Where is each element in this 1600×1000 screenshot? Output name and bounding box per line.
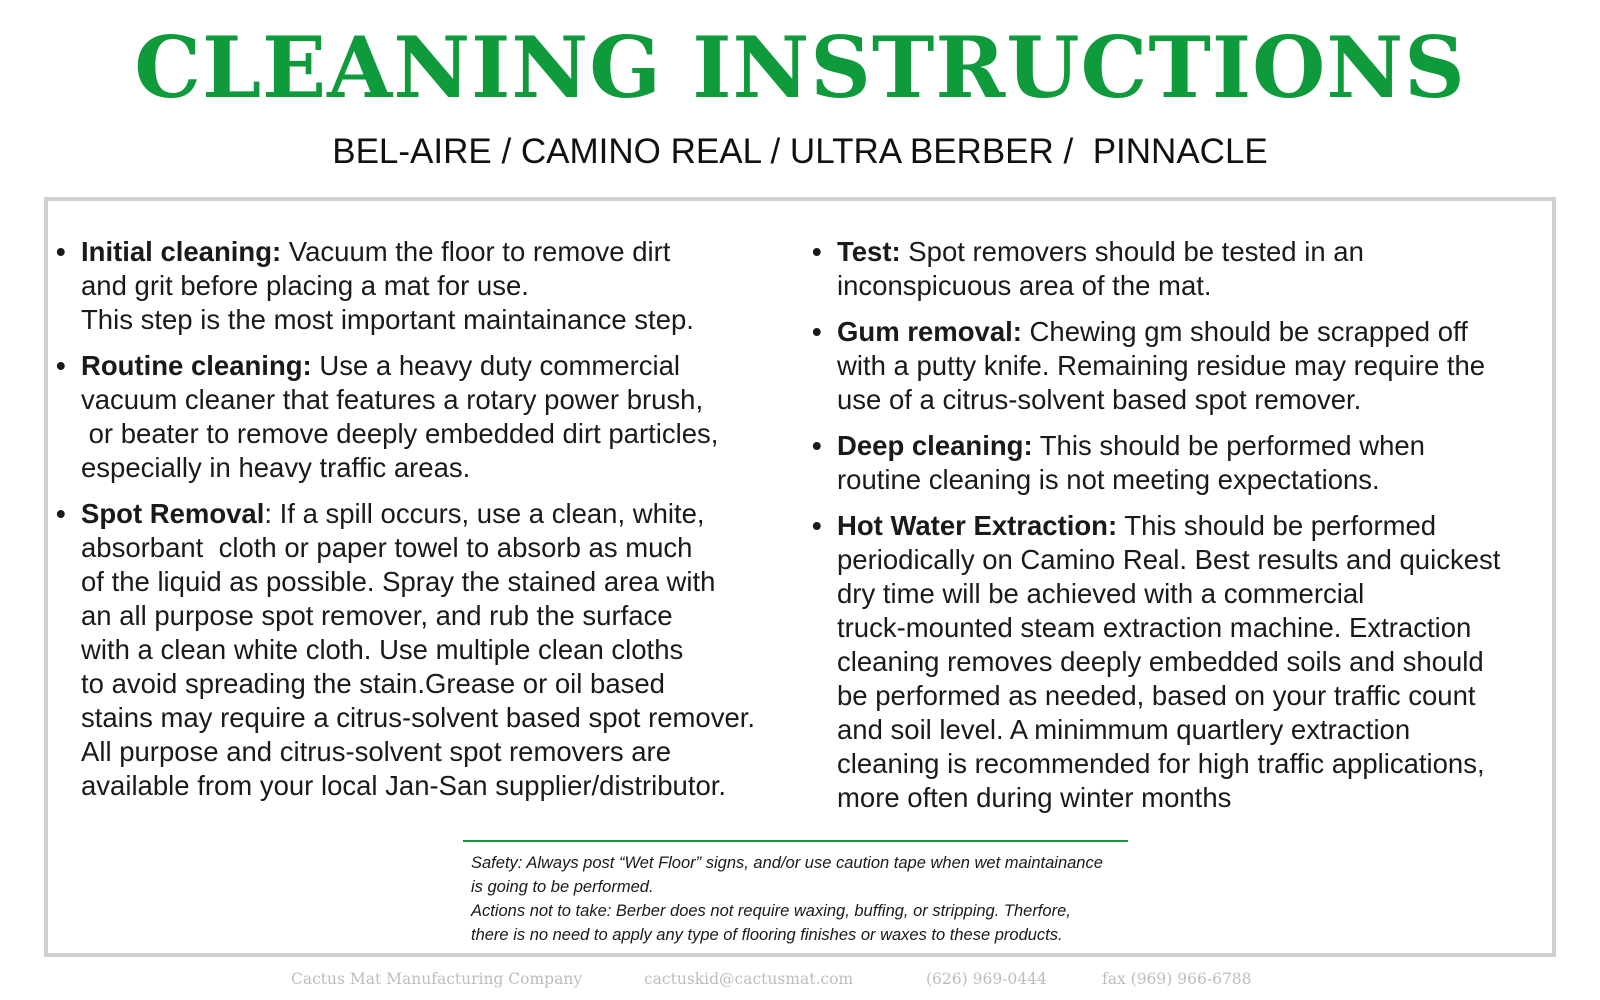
bullet-icon: •: [812, 430, 822, 461]
instruction-text: This step is the most important maintainance step.: [81, 304, 694, 335]
instruction-first-line: [837, 315, 1552, 349]
instruction-first-line: [837, 509, 1552, 543]
instruction-text: to avoid spreading the stain.Grease or oil based: [81, 668, 665, 699]
instruction-first-line: [81, 235, 806, 269]
instruction-text: more often during winter months: [837, 782, 1232, 813]
instruction-text: Vacuum the floor to remove dirt: [281, 236, 671, 267]
instruction-text: of the liquid as possible. Spray the stained area with: [81, 566, 716, 597]
note-line: there is no need to apply any type of flooring finishes or waxes to these products.: [471, 926, 1063, 944]
instruction-text: be performed as needed, based on your traffic count: [837, 680, 1476, 711]
instruction-text: This should be performed: [1117, 510, 1437, 541]
instruction-text: routine cleaning is not meeting expectations.: [837, 464, 1380, 495]
instruction-title: Hot Water Extraction:: [837, 510, 1118, 541]
instruction-text: with a clean white cloth. Use multiple clean cloths: [81, 634, 684, 665]
note-line: is going to be performed.: [471, 878, 654, 896]
instruction-text: : If a spill occurs, use a clean, white,: [264, 498, 705, 529]
footer-email: cactuskid@cactusmat.com: [644, 970, 854, 988]
left-instructions-column: [56, 235, 806, 815]
instruction-first-line: [81, 497, 806, 531]
instruction-item: [56, 497, 806, 803]
product-list-subtitle: BEL-AIRE / CAMINO REAL / ULTRA BERBER / PINNACLE: [332, 132, 1268, 171]
instruction-text: and grit before placing a mat for use.: [81, 270, 529, 301]
instruction-text: vacuum cleaner that features a rotary power brush,: [81, 384, 704, 415]
instruction-title: Initial cleaning:: [81, 236, 282, 267]
instruction-text: Spot removers should be tested in an: [900, 236, 1364, 267]
instruction-first-line: [837, 235, 1552, 269]
contact-footer: [0, 970, 1600, 996]
instruction-title: Spot Removal: [81, 498, 265, 529]
note-line: Safety: Always post “Wet Floor” signs, and/or use caution tape when wet maintainance: [471, 854, 1103, 872]
right-instructions-column: [812, 235, 1552, 827]
instruction-text: stains may require a citrus-solvent based spot remover.: [81, 702, 756, 733]
instruction-text: available from your local Jan-San supplier/distributor.: [81, 770, 727, 801]
instruction-text: and soil level. A minimmum quartlery extraction: [837, 714, 1411, 745]
page-title: CLEANING INSTRUCTIONS: [134, 18, 1466, 117]
instruction-item: [812, 235, 1552, 303]
instruction-text: Use a heavy duty commercial: [311, 350, 681, 381]
instruction-item: [56, 349, 806, 485]
instruction-text: inconspicuous area of the mat.: [837, 270, 1212, 301]
instruction-text: periodically on Camino Real. Best results and quickest: [837, 544, 1501, 575]
instruction-title: Test:: [837, 236, 901, 267]
bullet-icon: •: [812, 316, 822, 347]
footer-company-name: Cactus Mat Manufacturing Company: [291, 970, 583, 988]
notes-divider: [463, 840, 1128, 842]
instruction-title: Deep cleaning:: [837, 430, 1033, 461]
footer-phone: (626) 969-0444: [926, 970, 1047, 988]
instruction-text: truck-mounted steam extraction machine. Extraction: [837, 612, 1472, 643]
instruction-text: cleaning is recommended for high traffic applications,: [837, 748, 1485, 779]
footer-fax: fax (969) 966-6788: [1102, 970, 1252, 988]
instruction-text: absorbant cloth or paper towel to absorb as much: [81, 532, 693, 563]
bullet-icon: •: [56, 236, 66, 267]
instruction-text: This should be performed when: [1032, 430, 1425, 461]
note-line: Actions not to take: Berber does not require waxing, buffing, or stripping. Therfore,: [471, 902, 1071, 920]
instruction-text: with a putty knife. Remaining residue may require the: [837, 350, 1486, 381]
instruction-first-line: [81, 349, 806, 383]
instruction-item: [812, 315, 1552, 417]
instruction-item: [812, 509, 1552, 815]
bullet-icon: •: [56, 498, 66, 529]
instruction-title: Gum removal:: [837, 316, 1022, 347]
instruction-text: or beater to remove deeply embedded dirt particles,: [81, 418, 719, 449]
instructions-panel: [44, 197, 1556, 957]
instruction-text: use of a citrus-solvent based spot remover.: [837, 384, 1362, 415]
instruction-text: an all purpose spot remover, and rub the surface: [81, 600, 673, 631]
instruction-text: All purpose and citrus-solvent spot removers are: [81, 736, 671, 767]
instruction-item: [56, 235, 806, 337]
instruction-text: especially in heavy traffic areas.: [81, 452, 471, 483]
bullet-icon: •: [812, 236, 822, 267]
instruction-text: dry time will be achieved with a commercial: [837, 578, 1365, 609]
instruction-text: cleaning removes deeply embedded soils and should: [837, 646, 1484, 677]
instruction-item: [812, 429, 1552, 497]
instruction-title: Routine cleaning:: [81, 350, 312, 381]
bullet-icon: •: [56, 350, 66, 381]
bullet-icon: •: [812, 510, 822, 541]
safety-notes: [471, 851, 1171, 947]
instruction-first-line: [837, 429, 1552, 463]
instruction-text: Chewing gm should be scrapped off: [1021, 316, 1468, 347]
